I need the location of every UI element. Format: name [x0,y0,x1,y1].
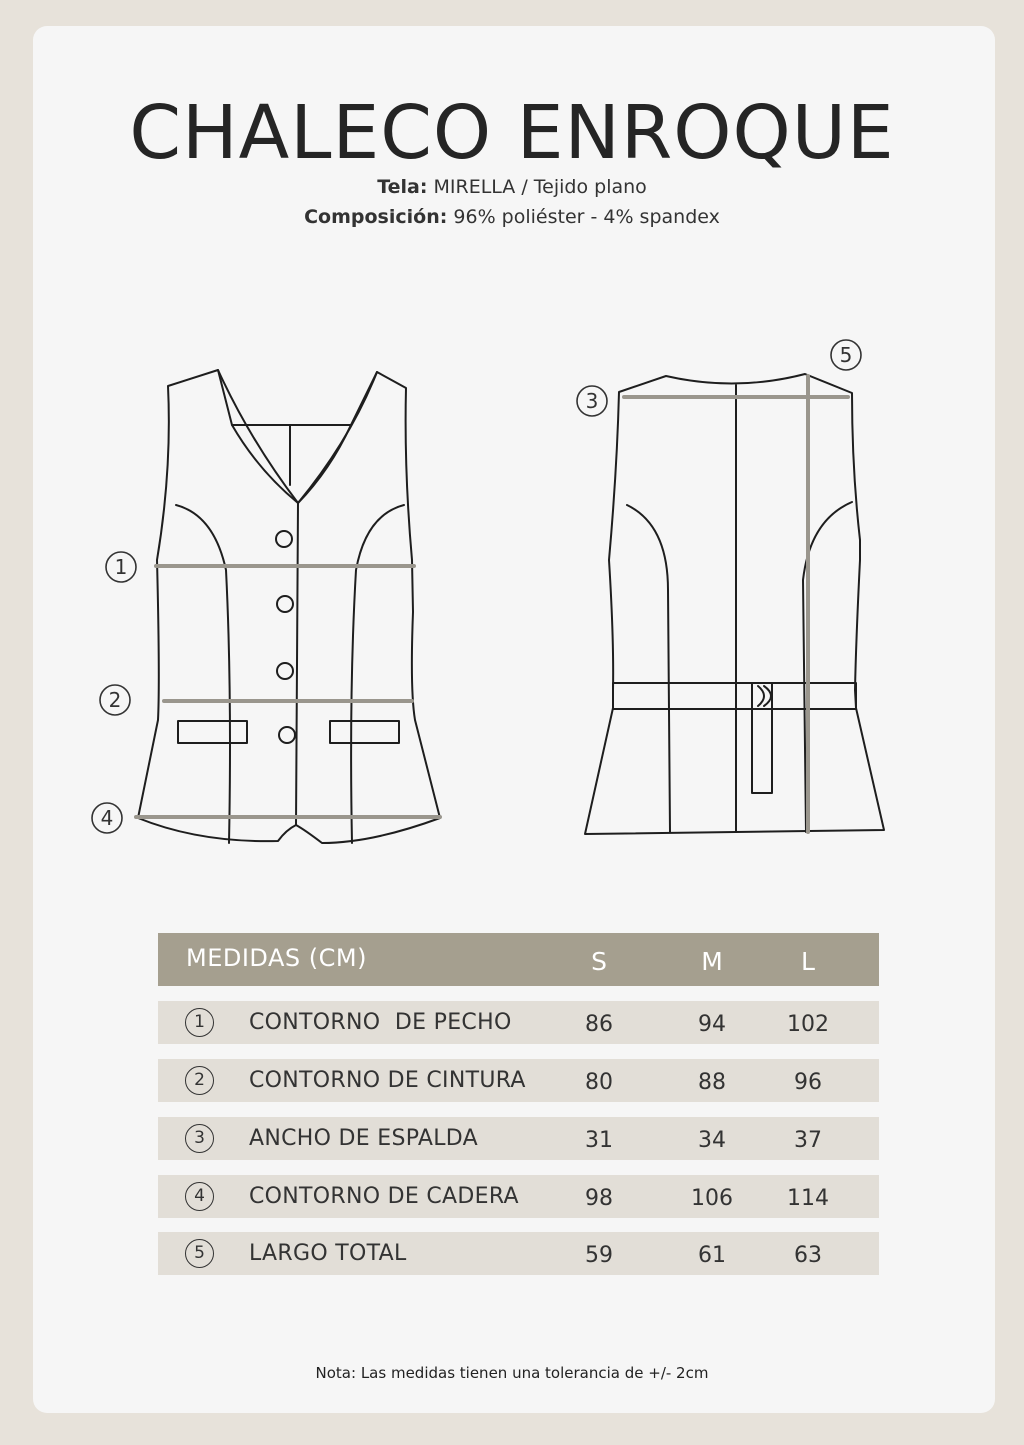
row-label: CONTORNO DE PECHO [249,1010,512,1035]
table-header-label: MEDIDAS (CM) [186,944,367,972]
marker-5 [831,340,861,370]
value-s: 59 [585,1243,613,1268]
marker-4 [92,803,122,833]
composition-value: 96% poliéster - 4% spandex [453,206,720,228]
value-s: 31 [585,1128,613,1153]
table-row [158,1175,879,1218]
value-l: 37 [794,1128,822,1153]
size-s-header: S [591,947,607,976]
value-l: 114 [787,1186,829,1211]
value-l: 63 [794,1243,822,1268]
row-number: 5 [185,1239,214,1268]
row-label: ANCHO DE ESPALDA [249,1126,478,1151]
table-row [158,1117,879,1160]
row-label: CONTORNO DE CADERA [249,1184,519,1209]
table-row [158,1001,879,1044]
measurements-table [158,933,879,1268]
value-m: 94 [698,1012,726,1037]
product-title: CHALECO ENROQUE [129,90,895,176]
svg-text:1: 1 [114,555,128,579]
row-label: CONTORNO DE CINTURA [249,1068,526,1093]
value-l: 102 [787,1012,829,1037]
svg-text:2: 2 [108,688,122,712]
value-s: 86 [585,1012,613,1037]
marker-1 [106,552,136,582]
row-number: 1 [185,1008,214,1037]
value-m: 34 [698,1128,726,1153]
marker-3 [577,386,607,416]
vest-front-drawing [138,370,440,843]
fabric-label: Tela: [377,176,428,198]
fabric-value: MIRELLA / Tejido plano [433,176,647,198]
table-header [158,933,879,986]
value-s: 98 [585,1186,613,1211]
svg-text:3: 3 [585,389,599,413]
value-m: 61 [698,1243,726,1268]
svg-text:5: 5 [839,343,853,367]
svg-text:4: 4 [100,806,114,830]
vest-back-drawing [585,374,884,834]
tolerance-note: Nota: Las medidas tienen una tolerancia de +/- 2cm [315,1364,709,1382]
marker-2 [100,685,130,715]
measure-lines [136,376,848,832]
table-row [158,1232,879,1275]
value-m: 106 [691,1186,733,1211]
size-m-header: M [701,947,723,976]
value-m: 88 [698,1070,726,1095]
value-l: 96 [794,1070,822,1095]
row-label: LARGO TOTAL [249,1241,407,1266]
row-number: 2 [185,1066,214,1095]
row-number: 4 [185,1182,214,1211]
table-row [158,1059,879,1102]
row-number: 3 [185,1124,214,1153]
value-s: 80 [585,1070,613,1095]
composition-label: Composición: [304,206,448,228]
size-l-header: L [801,947,815,976]
